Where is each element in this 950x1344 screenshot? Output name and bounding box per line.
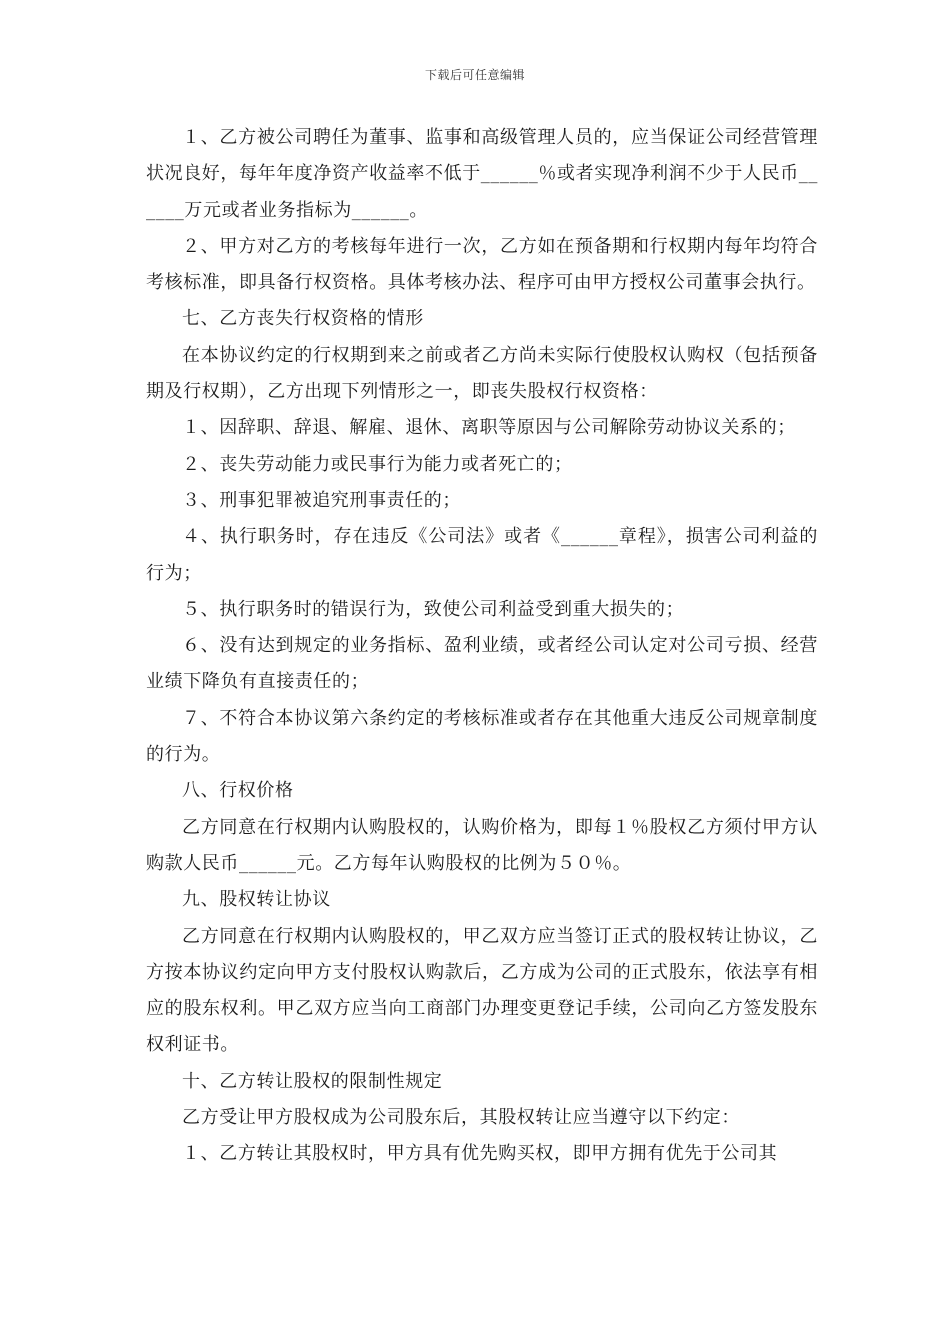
section-9-text: 乙方同意在行权期内认购股权的，甲乙双方应当签订正式的股权转让协议，乙方按本协议约定向甲方支付股权认购款后，乙方成为公司的正式股东，依法享有相应的股东权利。甲乙双方应当向工商部门办理变更登记手续，公司向乙方签发股东权利证书。 (146, 925, 818, 1056)
section-10-heading: 十、乙方转让股权的限制性规定 (182, 1070, 443, 1092)
section-10-item-1: １、乙方转让其股权时，甲方具有优先购买权，即甲方拥有优先于公司其 (182, 1143, 778, 1165)
section-7-heading: 七、乙方丧失行权资格的情形 (182, 308, 424, 330)
section-9-heading: 九、股权转让协议 (182, 889, 331, 911)
section-7-item-6: ６、没有达到规定的业务指标、盈利业绩，或者经公司认定对公司亏损、经营业绩下降负有直接责任的； (146, 635, 818, 693)
clause-1-text: １、乙方被公司聘任为董事、监事和高级管理人员的，应当保证公司经营管理状况良好，每年年度净资产收益率不低于______％或者实现净利润不少于人民币______万元或者业务指标为______。 (146, 127, 818, 221)
section-7-item-2: ２、丧失劳动能力或民事行为能力或者死亡的； (182, 453, 573, 475)
section-7-item-7: ７、不符合本协议第六条约定的考核标准或者存在其他重大违反公司规章制度的行为。 (146, 707, 818, 766)
section-7-item-1: １、因辞职、辞退、解雇、退休、离职等原因与公司解除劳动协议关系的； (182, 417, 796, 439)
section-7-item-5: ５、执行职务时的错误行为，致使公司利益受到重大损失的； (182, 598, 685, 620)
section-10-intro: 乙方受让甲方股权成为公司股东后，其股权转让应当遵守以下约定： (182, 1107, 740, 1129)
section-7-intro: 在本协议约定的行权期到来之前或者乙方尚未实际行使股权认购权（包括预备期及行权期），乙方出现下列情形之一，即丧失股权行权资格： (146, 344, 818, 403)
section-8-heading: 八、行权价格 (182, 780, 294, 802)
section-8-text: 乙方同意在行权期内认购股权的，认购价格为，即每１％股权乙方须付甲方认购款人民币______元。乙方每年认购股权的比例为５０％。 (146, 816, 818, 874)
section-7-item-4: ４、执行职务时，存在违反《公司法》或者《______章程》，损害公司利益的行为； (146, 526, 818, 584)
page-header: 下载后可任意编辑 (424, 68, 525, 82)
document-body (146, 120, 818, 1173)
clause-2-text: ２、甲方对乙方的考核每年进行一次，乙方如在预备期和行权期内每年均符合考核标准，即具备行权资格。具体考核办法、程序可由甲方授权公司董事会执行。 (146, 235, 818, 294)
section-7-item-3: ３、刑事犯罪被追究刑事责任的； (182, 489, 461, 511)
